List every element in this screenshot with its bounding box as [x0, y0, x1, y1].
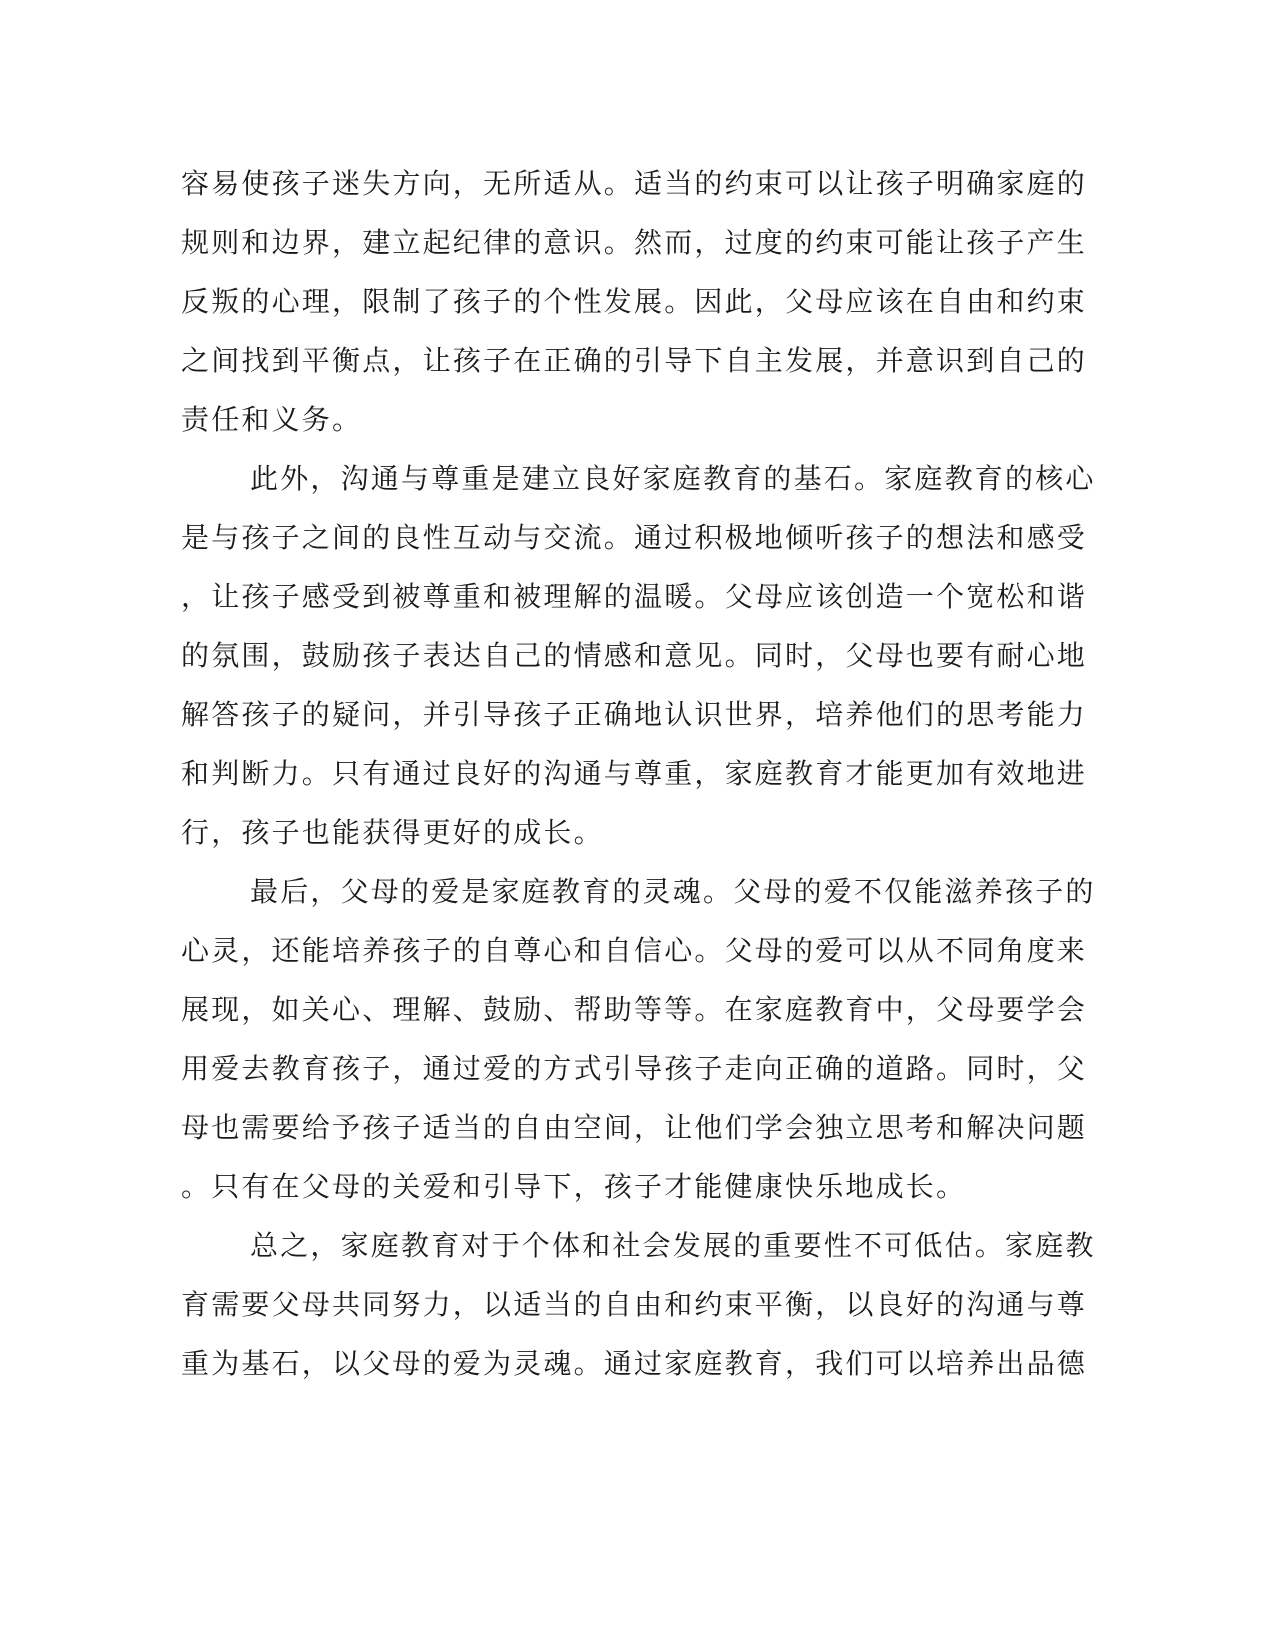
document-body [181, 154, 1096, 1393]
text-line: 的氛围，鼓励孩子表达自己的情感和意见。同时，父母也要有耐心地 [181, 639, 1088, 672]
text-line: 心灵，还能培养孩子的自尊心和自信心。父母的爱可以从不同角度来 [181, 934, 1088, 967]
text-line: 。只有在父母的关爱和引导下，孩子才能健康快乐地成长。 [181, 1170, 967, 1203]
text-line: 反叛的心理，限制了孩子的个性发展。因此，父母应该在自由和约束 [181, 285, 1088, 318]
text-line: 规则和边界，建立起纪律的意识。然而，过度的约束可能让孩子产生 [181, 226, 1088, 259]
text-line: 解答孩子的疑问，并引导孩子正确地认识世界，培养他们的思考能力 [181, 698, 1088, 731]
text-line: 和判断力。只有通过良好的沟通与尊重，家庭教育才能更加有效地进 [181, 757, 1088, 790]
text-line: 行，孩子也能获得更好的成长。 [181, 816, 604, 849]
paragraph-first-line: 最后，父母的爱是家庭教育的灵魂。父母的爱不仅能滋养孩子的 [250, 875, 1096, 908]
text-line: 责任和义务。 [181, 403, 363, 436]
paragraph-first-line: 此外，沟通与尊重是建立良好家庭教育的基石。家庭教育的核心 [250, 462, 1096, 495]
text-line: 重为基石，以父母的爱为灵魂。通过家庭教育，我们可以培养出品德 [181, 1347, 1088, 1380]
text-line: 育需要父母共同努力，以适当的自由和约束平衡，以良好的沟通与尊 [181, 1288, 1088, 1321]
text-line: 展现，如关心、理解、鼓励、帮助等等。在家庭教育中，父母要学会 [181, 993, 1088, 1026]
paragraph-first-line: 总之，家庭教育对于个体和社会发展的重要性不可低估。家庭教 [250, 1229, 1096, 1262]
text-line: 是与孩子之间的良性互动与交流。通过积极地倾听孩子的想法和感受 [181, 521, 1088, 554]
text-line: 容易使孩子迷失方向，无所适从。适当的约束可以让孩子明确家庭的 [181, 167, 1088, 200]
text-line: 之间找到平衡点，让孩子在正确的引导下自主发展，并意识到自己的 [181, 344, 1088, 377]
text-line: ，让孩子感受到被尊重和被理解的温暖。父母应该创造一个宽松和谐 [181, 580, 1088, 613]
text-line: 用爱去教育孩子，通过爱的方式引导孩子走向正确的道路。同时，父 [181, 1052, 1088, 1085]
text-line: 母也需要给予孩子适当的自由空间，让他们学会独立思考和解决问题 [181, 1111, 1088, 1144]
